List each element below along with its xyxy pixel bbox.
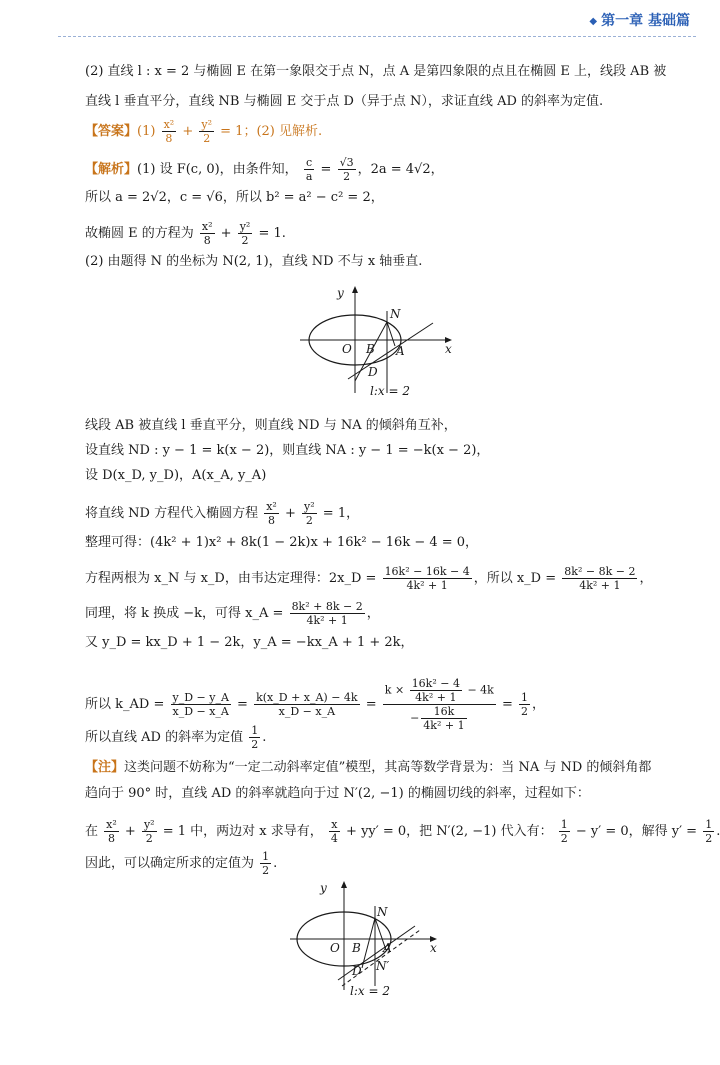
- fig1-label-a: A: [396, 344, 405, 358]
- fraction: $\frac{\text{y²}}{2}$: [304, 500, 315, 527]
- fraction: $\frac{\text{x²}}{8}$: [201, 220, 213, 247]
- fraction: $\frac{\text{y²}}{2}$: [239, 220, 251, 247]
- answer-tag: 【答案】: [85, 124, 138, 139]
- fig1-label-d: D: [368, 365, 378, 379]
- fig1-label-x: x: [445, 342, 452, 356]
- fraction: $\frac{\text{x²}}{8}$: [106, 818, 117, 845]
- fig2-label-n: N: [377, 905, 388, 919]
- solution-line-2: 所以 a = 2√2，c = √6，所以 b² = a² − c² = 2，: [85, 190, 384, 205]
- fraction: $\frac{16k}{\text{4k² + 1}}$: [423, 705, 465, 732]
- fraction: $\frac{1}{2}$: [705, 818, 713, 845]
- ellipse-figure-2: [280, 878, 460, 1008]
- fraction: $\frac{\text{16k² − 16k − 4}}{\text{4k² + 1}}$: [384, 565, 470, 592]
- solution-line-13: 所以 k_AD = $\frac{y\_D - y\_A}{x\_D - x\_A}$ = $\frac{k(x\_D + x\_A) - 4k}{x\_D - x\_A}$ = k × $\frac{\text{16k² − 4}}{\text{4k² + 1}}$ − 4k − $\frac{16k}{\text{4k² + 1}}$ = $\frac{1}{2}$ ，: [85, 677, 546, 732]
- fig1-label-o: O: [342, 342, 352, 356]
- solution-line-1: 【解析】(1) 设 F(c, 0)，由条件知， $\frac{c}{a}$ = $\frac{√3}{2}$ ，2a = 4√2，: [85, 156, 444, 183]
- chapter-title: ◆ 第一章 基础篇: [589, 13, 690, 29]
- note-line-3: 在 $\frac{\text{x²}}{8}$ + $\frac{\text{y²}}{2}$ = 1 中，两边对 x 求导有， $\frac{x}{4}$ + yy′ = 0，把 N′(2, −1) 代入有： $\frac{1}{2}$ − y′ = 0，解得 y′ = $\frac{1}{2}$ .: [85, 818, 720, 845]
- solution-line-10: 方程两根为 x_N 与 x_D，由韦达定理得：2x_D = $\frac{\text{16k² − 16k − 4}}{\text{4k² + 1}}$ ，所以 x_D = $\frac{\text{8k² − 8k − 2}}{\text{4k² + 1}}$ ，: [85, 565, 653, 592]
- fraction: $\frac{y\_D - y\_A}{x\_D - x\_A}$: [172, 691, 229, 718]
- diamond-icon: ◆: [589, 16, 598, 27]
- fraction: $\frac{\text{16k² − 4}}{\text{4k² + 1}}$: [411, 677, 460, 704]
- page-header: [0, 0, 716, 40]
- fig2-label-o: O: [330, 941, 340, 955]
- fig1-label-n: N: [390, 307, 401, 321]
- line-na: [387, 322, 395, 346]
- solution-line-3: 故椭圆 E 的方程为 $\frac{\text{x²}}{8}$ + $\frac{\text{y²}}{2}$ = 1.: [85, 220, 286, 247]
- fig2-label-b: B: [352, 941, 361, 955]
- solution-line-11: 同理，将 k 换成 −k，可得 x_A = $\frac{\text{8k² + 8k − 2}}{\text{4k² + 1}}$ ，: [85, 600, 380, 627]
- solution-line-12: 又 y_D = kx_D + 1 − 2k，y_A = −kx_A + 1 + 2k，: [85, 635, 414, 650]
- note-line-2: 趋向于 90° 时，直线 AD 的斜率就趋向于过 N′(2, −1) 的椭圆切线的斜率，过程如下：: [85, 786, 590, 801]
- problem-line-1: (2) 直线 l : x = 2 与椭圆 E 在第一象限交于点 N，点 A 是第四象限的点且在椭圆 E 上，线段 AB 被: [85, 64, 667, 79]
- fraction: $\frac{\text{x²}}{8}$: [266, 500, 277, 527]
- fraction: $\frac{k(x\_D + x\_A) - 4k}{x\_D - x\_A}$: [256, 691, 358, 718]
- fraction: $\frac{1}{2}$: [251, 724, 259, 751]
- fig2-label-y: y: [320, 881, 327, 895]
- solution-line-6: 设直线 ND : y − 1 = k(x − 2)，则直线 NA : y − 1 = −k(x − 2)，: [85, 443, 490, 458]
- fraction: $\frac{\text{y²}}{2}$: [143, 818, 155, 845]
- fraction: $\frac{√3}{2}$: [339, 156, 354, 183]
- y-axis-arrow: [341, 881, 347, 888]
- fraction: $\frac{\text{x²}}{8}$: [163, 118, 175, 145]
- solution-line-9: 整理可得：(4k² + 1)x² + 8k(1 − 2k)x + 16k² − 16k − 4 = 0，: [85, 535, 479, 550]
- fig2-label-x: x: [430, 941, 437, 955]
- fig1-label-b: B: [366, 342, 375, 356]
- fraction: $\frac{1}{2}$: [560, 818, 568, 845]
- solution-line-7: 设 D(x_D, y_D)，A(x_A, y_A): [85, 468, 267, 483]
- answer-line: 【答案】(1) $\frac{\text{x²}}{8}$ + $\frac{\text{y²}}{2}$ = 1；(2) 见解析.: [85, 118, 323, 145]
- fig2-label-l: l:x = 2: [350, 984, 390, 998]
- solution-line-14: 所以直线 AD 的斜率为定值 $\frac{1}{2}$ .: [85, 724, 267, 751]
- fig2-label-n-prime: N′: [376, 959, 390, 973]
- note-tag: 【注】: [85, 760, 125, 775]
- fraction: $\frac{1}{2}$: [521, 691, 529, 718]
- fraction: $\frac{x}{4}$: [330, 818, 338, 845]
- solution-line-4: (2) 由题得 N 的坐标为 N(2, 1)，直线 ND 不与 x 轴垂直.: [85, 254, 423, 269]
- solution-tag: 【解析】: [85, 162, 138, 177]
- problem-line-2: 直线 l 垂直平分，直线 NB 与椭圆 E 交于点 D（异于点 N），求证直线 AD 的斜率为定值.: [85, 94, 604, 109]
- fraction: $\frac{\text{8k² + 8k − 2}}{\text{4k² + 1}}$: [291, 600, 363, 627]
- note-line-4: 因此，可以确定所求的定值为 $\frac{1}{2}$ .: [85, 850, 278, 877]
- fig1-label-l: l:x = 2: [370, 384, 410, 398]
- solution-line-8: 将直线 ND 方程代入椭圆方程 $\frac{\text{x²}}{8}$ + $\frac{\text{y²}}{2}$ = 1，: [85, 500, 360, 527]
- header-divider: [58, 36, 696, 37]
- fig2-label-d: D: [352, 964, 362, 978]
- fraction: $\frac{\text{y²}}{2}$: [201, 118, 213, 145]
- note-line-1: 【注】这类问题不妨称为“一定二动斜率定值”模型，其高等数学背景为：当 NA 与 ND 的倾斜角都: [85, 760, 652, 775]
- ellipse-figure-1: [290, 283, 470, 413]
- fig2-label-a: A: [383, 941, 392, 955]
- solution-line-5: 线段 AB 被直线 l 垂直平分，则直线 ND 与 NA 的倾斜角互补，: [85, 418, 457, 433]
- y-axis-arrow: [352, 286, 358, 293]
- compound-fraction: k × $\frac{\text{16k² − 4}}{\text{4k² + 1}}$ − 4k − $\frac{16k}{\text{4k² + 1}}$: [384, 677, 494, 732]
- fraction: $\frac{1}{2}$: [262, 850, 270, 877]
- fraction: $\frac{c}{a}$: [305, 156, 313, 183]
- fraction: $\frac{\text{8k² − 8k − 2}}{\text{4k² + 1}}$: [564, 565, 636, 592]
- fig1-label-y: y: [337, 286, 344, 300]
